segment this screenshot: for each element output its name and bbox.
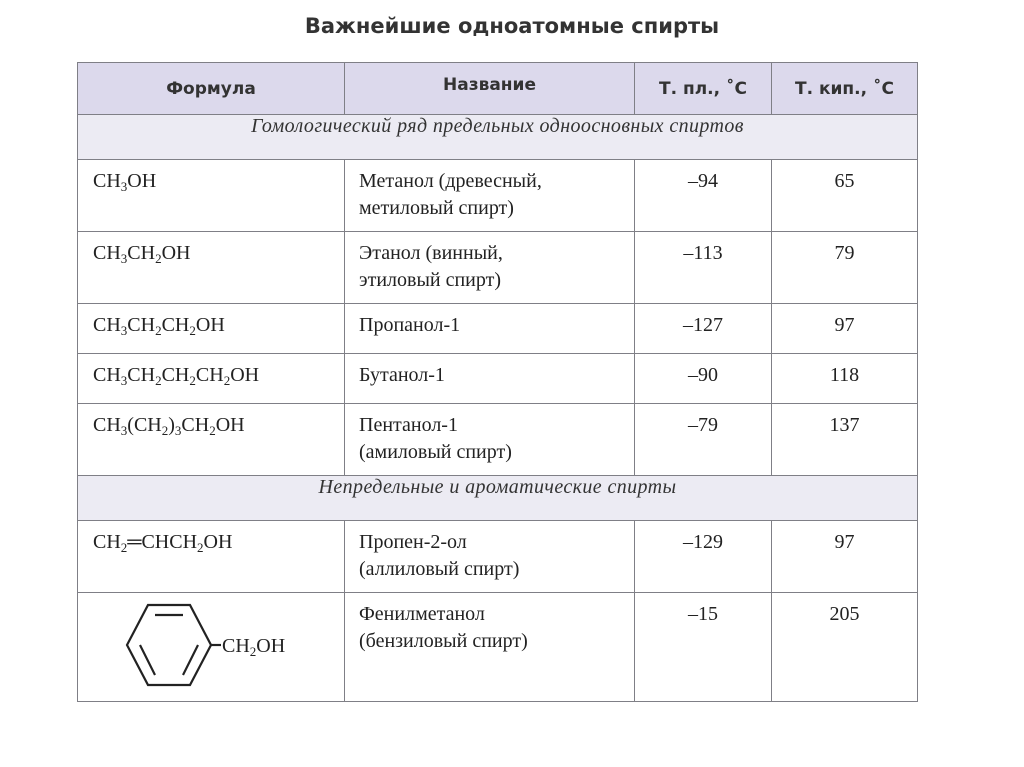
group-title-unsaturated: Непредельные и ароматические спирты [78, 476, 918, 521]
group-row-saturated [78, 115, 918, 160]
formula-cell: $CH_3OH$ [78, 160, 345, 232]
formula-cell: $CH_2═CHCH_2OH$ [78, 521, 345, 593]
boiling-point-cell: 205 [772, 593, 918, 702]
name-line: (аллиловый спирт) [359, 558, 520, 580]
melting-point-cell: –113 [635, 232, 772, 304]
boiling-point-cell: 97 [772, 521, 918, 593]
boiling-point-cell: 65 [772, 160, 918, 232]
table-row [78, 232, 918, 304]
table-row [78, 521, 918, 593]
name-cell [345, 354, 635, 404]
table-row [78, 593, 918, 702]
name-line: Этанол (винный, [359, 242, 503, 264]
table-row [78, 404, 918, 476]
formula-cell: $CH_3(CH_2)_3CH_2OH$ [78, 404, 345, 476]
boiling-point-cell: 79 [772, 232, 918, 304]
page-title: Важнейшие одноатомные спирты [304, 14, 720, 38]
boiling-point-cell: 137 [772, 404, 918, 476]
formula-cell [78, 593, 345, 702]
name-line: метиловый спирт) [359, 197, 514, 219]
melting-point-cell: –90 [635, 354, 772, 404]
table-row [78, 304, 918, 354]
table-row [78, 354, 918, 404]
melting-point-cell: –127 [635, 304, 772, 354]
name-cell [345, 232, 635, 304]
substituent-label: $CH_2OH$ [222, 635, 286, 659]
name-cell [345, 160, 635, 232]
header-formula: Формула [78, 63, 345, 115]
name-line: Бутанол-1 [359, 364, 445, 386]
benzyl-alcohol-structure [93, 595, 333, 699]
formula-cell: $CH_3CH_2CH_2CH_2OH$ [78, 354, 345, 404]
alcohols-table [77, 62, 918, 702]
group-title-saturated: Гомологический ряд предельных одноосновных спиртов [78, 115, 918, 160]
name-cell [345, 404, 635, 476]
header-melting-point: Т. пл., ˚С [635, 63, 772, 115]
name-line: Пропен-2-ол [359, 531, 467, 553]
alcohols-table-frame [77, 62, 917, 700]
name-cell [345, 304, 635, 354]
melting-point-cell: –94 [635, 160, 772, 232]
name-line: Фенилметанол [359, 603, 485, 625]
name-line: Пропанол-1 [359, 314, 461, 336]
benzene-ring-icon [127, 605, 221, 685]
boiling-point-cell: 97 [772, 304, 918, 354]
name-cell [345, 593, 635, 702]
table-row [78, 160, 918, 232]
melting-point-cell: –79 [635, 404, 772, 476]
formula-cell: $CH_3CH_2CH_2OH$ [78, 304, 345, 354]
melting-point-cell: –129 [635, 521, 772, 593]
name-cell [345, 521, 635, 593]
header-boiling-point: Т. кип., ˚С [772, 63, 918, 115]
name-line: Метанол (древесный, [359, 170, 542, 192]
boiling-point-cell: 118 [772, 354, 918, 404]
group-row-unsaturated [78, 476, 918, 521]
melting-point-cell: –15 [635, 593, 772, 702]
name-line: Пентанол-1 [359, 414, 458, 436]
formula-cell: $CH_3CH_2OH$ [78, 232, 345, 304]
name-line: (бензиловый спирт) [359, 630, 528, 652]
name-line: этиловый спирт) [359, 269, 502, 291]
table-header-row [78, 63, 918, 115]
header-name: Название [345, 63, 635, 115]
name-line: (амиловый спирт) [359, 441, 512, 463]
